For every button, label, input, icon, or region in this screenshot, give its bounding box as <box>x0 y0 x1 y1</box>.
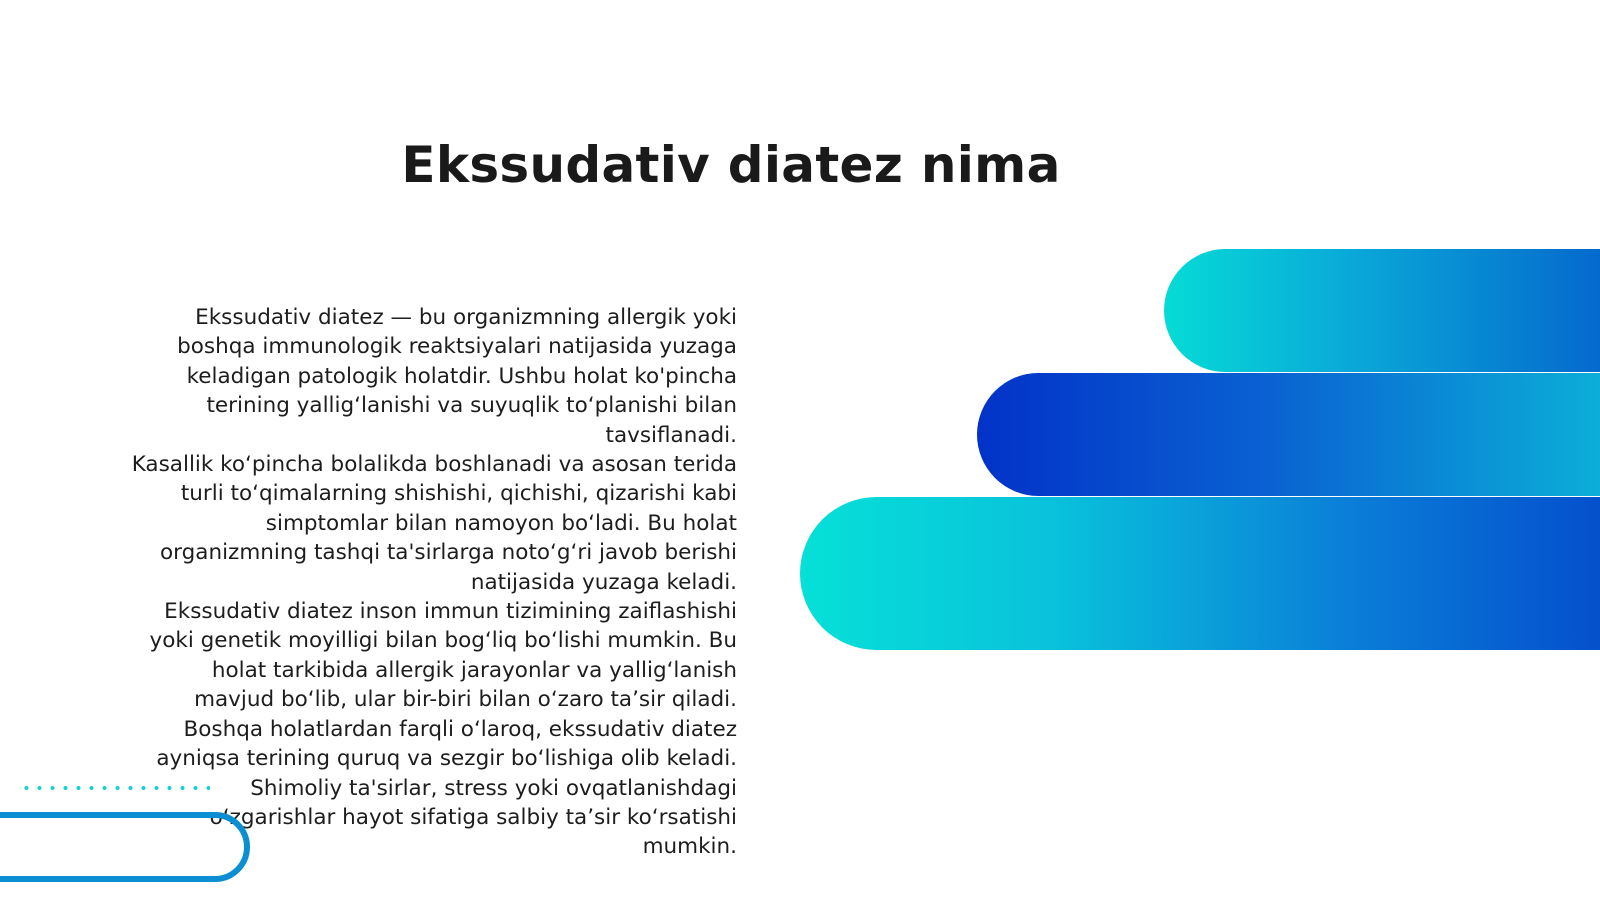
decorative-pill-bottom <box>800 497 1600 650</box>
paragraph-symptoms: Kasallik ko‘pincha bolalikda boshlanadi va asosan terida turli to‘qimalarning shishishi, qichishi, qizarishi kabi simptomlar bilan namoyon bo‘ladi. Bu holat organizmning tashqi ta'sirlarga noto‘g‘ri javob berishi natijasida yuzaga keladi. <box>131 452 737 595</box>
decorative-rounded-frame <box>0 812 250 882</box>
slide-title: Ekssudativ diatez nima <box>401 136 1061 194</box>
decorative-pill-middle <box>977 373 1600 496</box>
paragraph-definition: Ekssudativ diatez — bu organizmning allergik yoki boshqa immunologik reaktsiyalari natijasida yuzaga keladigan patologik holatdir. Ushbu holat ko'pincha terining yallig‘lanishi va suyuqlik to‘planishi bilan tavsiflanadi. <box>177 305 737 448</box>
decorative-pill-top <box>1164 249 1600 372</box>
paragraph-effects: Boshqa holatlardan farqli o‘laroq, ekssudativ diatez ayniqsa terining quruq va sezgir bo‘lishiga olib keladi. Shimoliy ta'sirlar, stress yoki ovqatlanishdagi o‘zgarishlar hayot sifatiga salbiy ta’sir ko‘rsatishi mumkin. <box>156 716 737 860</box>
paragraph-causes: Ekssudativ diatez inson immun tizimining zaiflashishi yoki genetik moyilligi bilan bog‘liq bo‘lishi mumkin. Bu holat tarkibida allergik jarayonlar va yallig‘lanish mavjud bo‘lib, ular bir-biri bilan o‘zaro ta’sir qiladi. <box>149 599 737 713</box>
decorative-dotted-line <box>20 784 210 792</box>
slide-body <box>130 303 737 862</box>
